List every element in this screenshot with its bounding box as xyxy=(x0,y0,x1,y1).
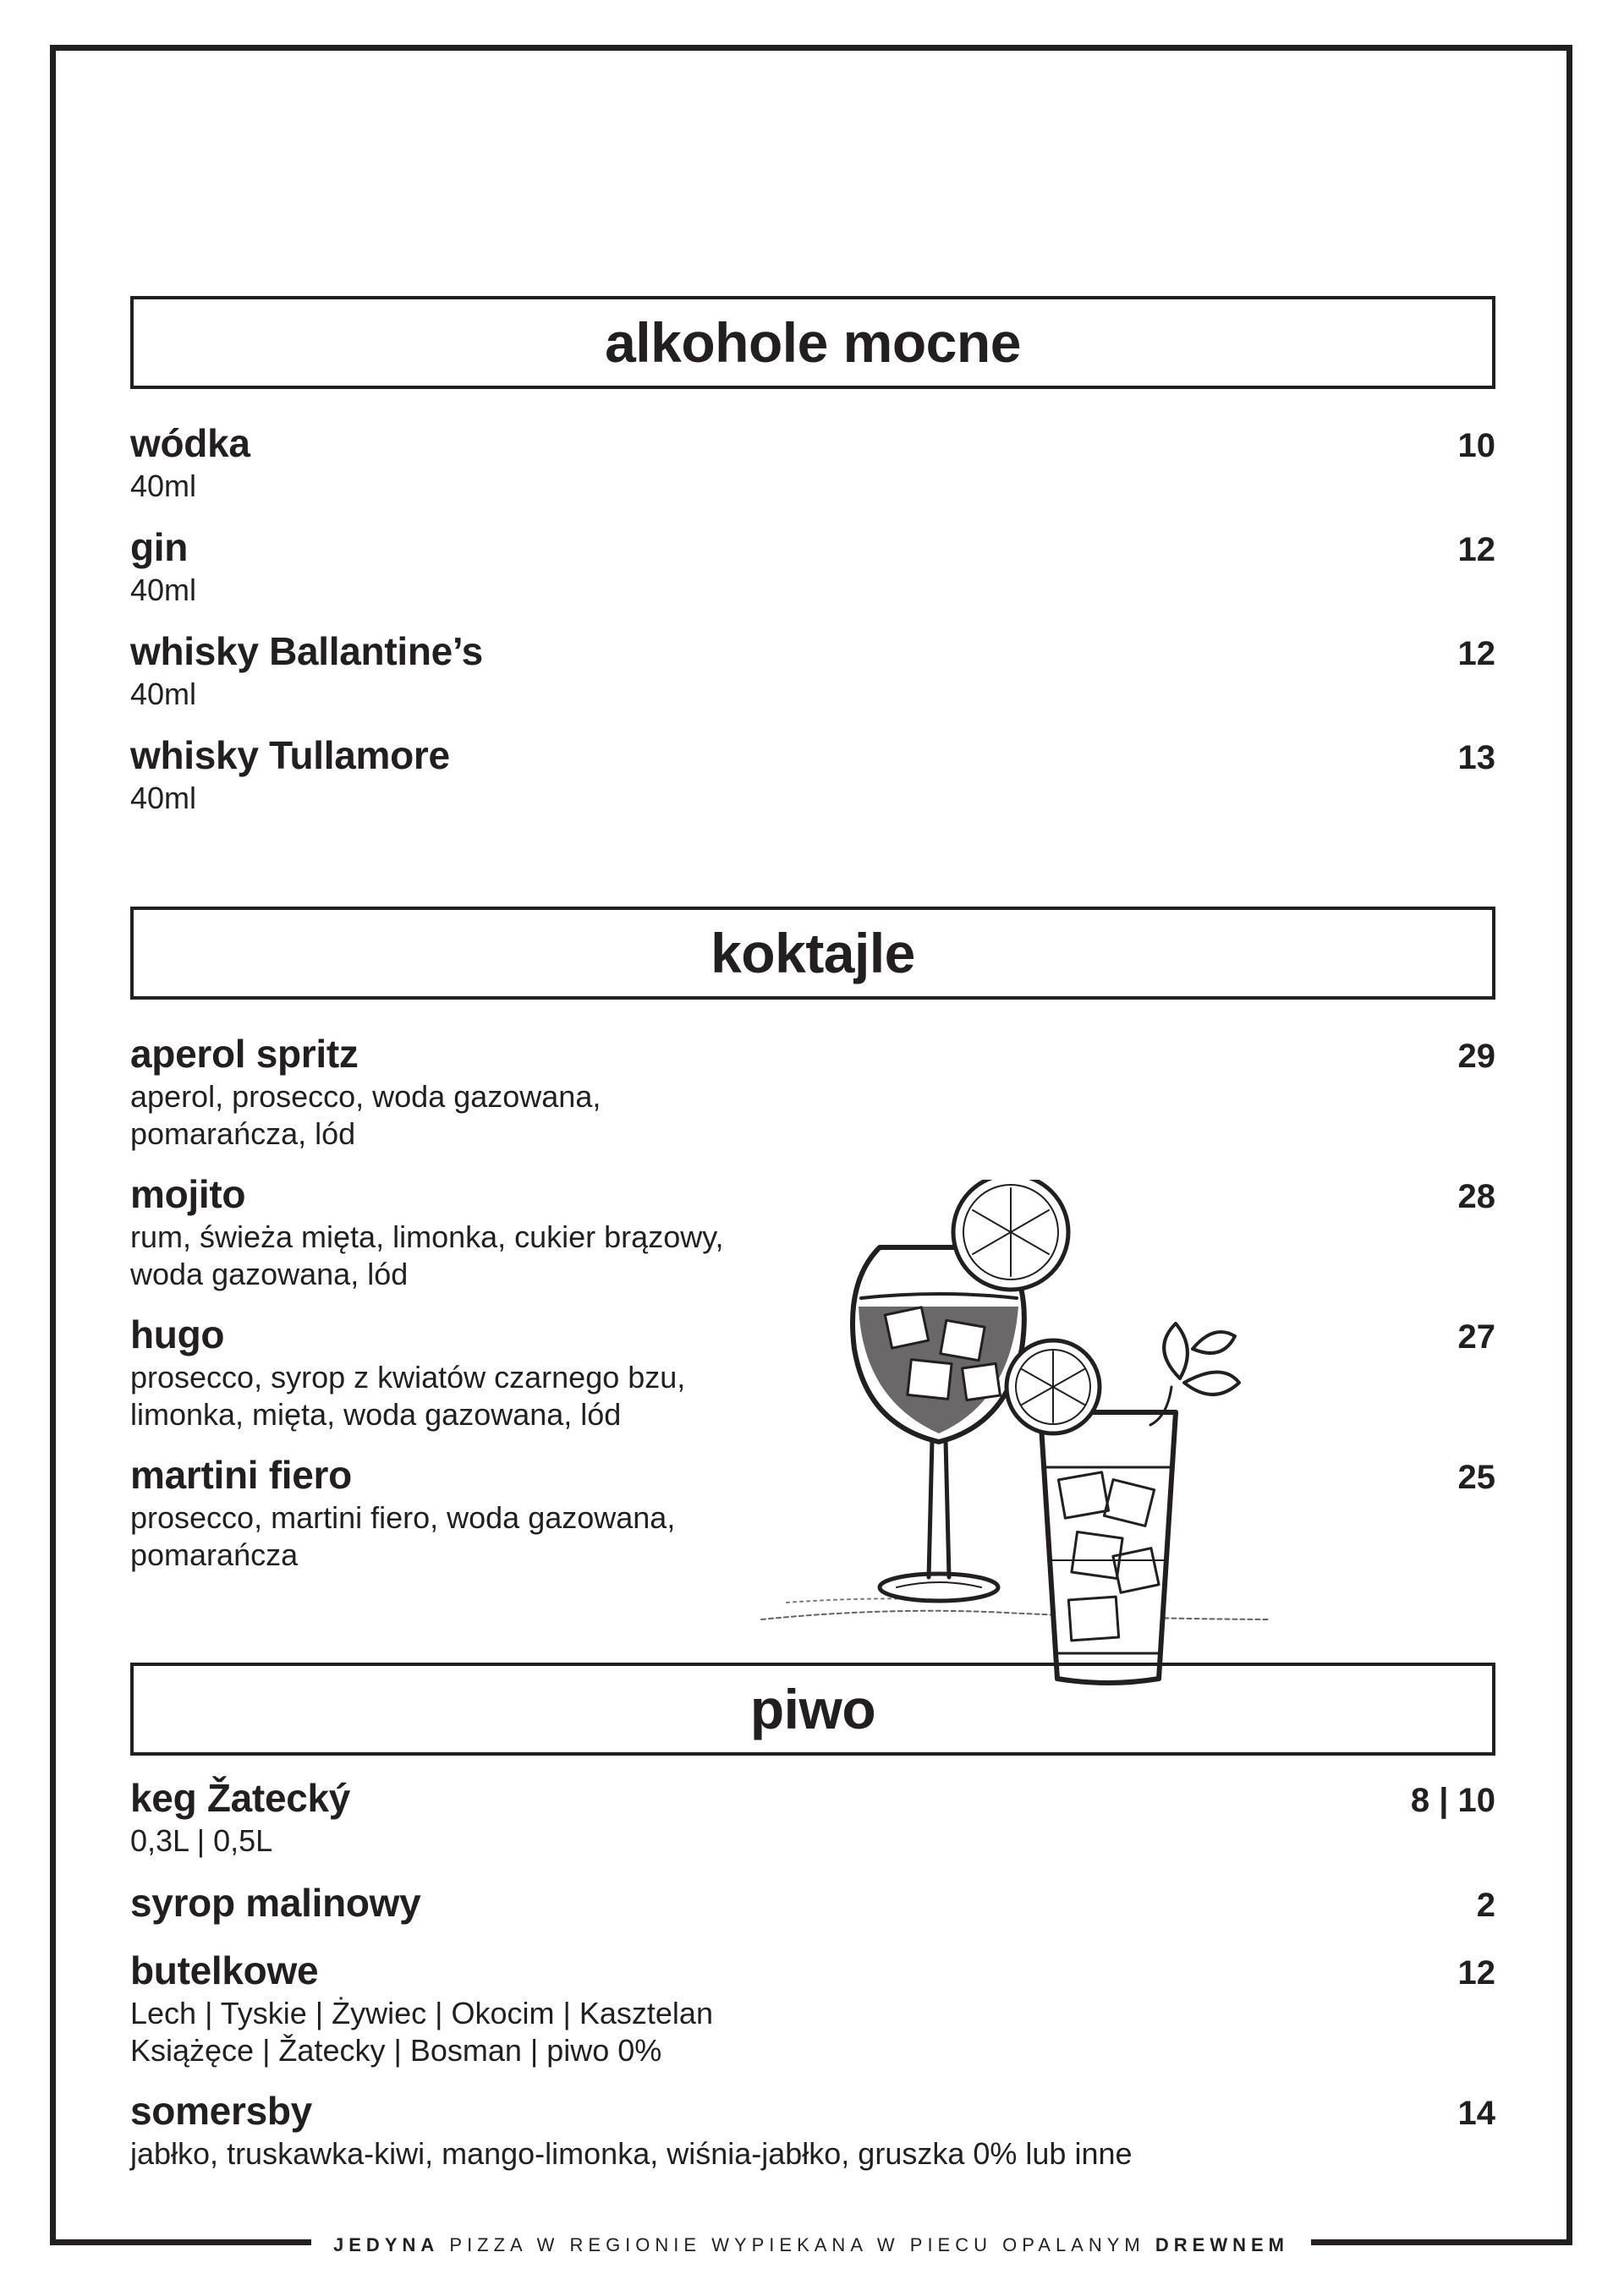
item-price: 12 xyxy=(1457,1954,1495,1992)
menu-item-whisky-tullamore xyxy=(130,733,1495,817)
menu-item-aperol-spritz xyxy=(130,1032,1495,1153)
footer-word-drewnem: DREWNEM xyxy=(1155,2234,1289,2255)
item-name: somersby xyxy=(130,2089,312,2133)
footer-word-jedyna: JEDYNA xyxy=(333,2234,440,2255)
item-desc: 40ml xyxy=(130,469,197,503)
item-name: hugo xyxy=(130,1312,225,1356)
item-desc: 0,3L | 0,5L xyxy=(130,1823,273,1858)
item-name: wódka xyxy=(130,421,250,465)
item-price: 12 xyxy=(1457,635,1495,672)
item-name: whisky Tullamore xyxy=(130,733,450,777)
section-header-beer xyxy=(130,1663,1495,1756)
item-desc-line: Książęce | Žatecky | Bosman | piwo 0% xyxy=(130,2033,662,2068)
item-price: 12 xyxy=(1457,531,1495,568)
item-price: 25 xyxy=(1457,1459,1495,1496)
item-desc-line: limonka, mięta, woda gazowana, lód xyxy=(130,1397,622,1432)
item-price: 27 xyxy=(1457,1318,1495,1356)
item-name: whisky Ballantine’s xyxy=(130,629,483,673)
item-price: 28 xyxy=(1457,1178,1495,1215)
menu-item-gin xyxy=(130,525,1495,609)
menu-item-raspberry-syrup xyxy=(130,1881,1495,1927)
item-desc-line: woda gazowana, lód xyxy=(130,1257,409,1291)
menu-item-mojito xyxy=(130,1172,1495,1293)
section-title: alkohole mocne xyxy=(605,311,1021,374)
item-desc-line: aperol, prosecco, woda gazowana, xyxy=(130,1079,601,1114)
section-header-strong-alcohol xyxy=(130,296,1495,389)
item-desc-line: rum, świeża mięta, limonka, cukier brązowy, xyxy=(130,1219,724,1254)
section-header-cocktails xyxy=(130,907,1495,1000)
item-price: 2 xyxy=(1476,1887,1495,1924)
item-desc-line: pomarańcza xyxy=(130,1537,299,1572)
item-name: aperol spritz xyxy=(130,1032,359,1076)
item-name: martini fiero xyxy=(130,1453,352,1497)
item-desc: 40ml xyxy=(130,677,197,711)
item-desc: 40ml xyxy=(130,781,197,815)
menu-item-vodka xyxy=(130,421,1495,505)
item-price: 14 xyxy=(1457,2095,1495,2132)
section-title: koktajle xyxy=(710,922,915,984)
item-name: syrop malinowy xyxy=(130,1881,421,1925)
menu-item-martini-fiero xyxy=(130,1453,1495,1574)
item-desc-line: Lech | Tyskie | Żywiec | Okocim | Kasztelan xyxy=(130,1996,713,2030)
item-name: butelkowe xyxy=(130,1948,319,1992)
item-name: mojito xyxy=(130,1172,246,1216)
item-name: keg Žatecký xyxy=(130,1776,351,1820)
item-name: gin xyxy=(130,525,189,569)
item-price: 13 xyxy=(1457,739,1495,776)
item-desc-line: prosecco, martini fiero, woda gazowana, xyxy=(130,1500,676,1535)
item-desc: 40ml xyxy=(130,573,197,607)
menu-item-bottled-beer xyxy=(130,1948,1495,2069)
item-price: 8 | 10 xyxy=(1410,1782,1495,1819)
item-desc: jabłko, truskawka-kiwi, mango-limonka, wiśnia-jabłko, gruszka 0% lub inne xyxy=(130,2136,1133,2171)
footer-tagline xyxy=(50,2230,1572,2260)
footer-middle: PIZZA W REGIONIE WYPIEKANA W PIECU OPALANYM xyxy=(449,2234,1145,2255)
item-price: 10 xyxy=(1457,427,1495,464)
menu-item-somersby xyxy=(130,2089,1495,2173)
item-price: 29 xyxy=(1457,1038,1495,1075)
item-desc-line: pomarańcza, lód xyxy=(130,1116,356,1151)
footer-text xyxy=(311,2230,1311,2260)
menu-item-hugo xyxy=(130,1312,1495,1433)
menu-item-whisky-ballantines xyxy=(130,629,1495,713)
menu-item-keg-zatecky xyxy=(130,1776,1495,1860)
section-title: piwo xyxy=(749,1678,876,1740)
item-desc-line: prosecco, syrop z kwiatów czarnego bzu, xyxy=(130,1360,686,1395)
